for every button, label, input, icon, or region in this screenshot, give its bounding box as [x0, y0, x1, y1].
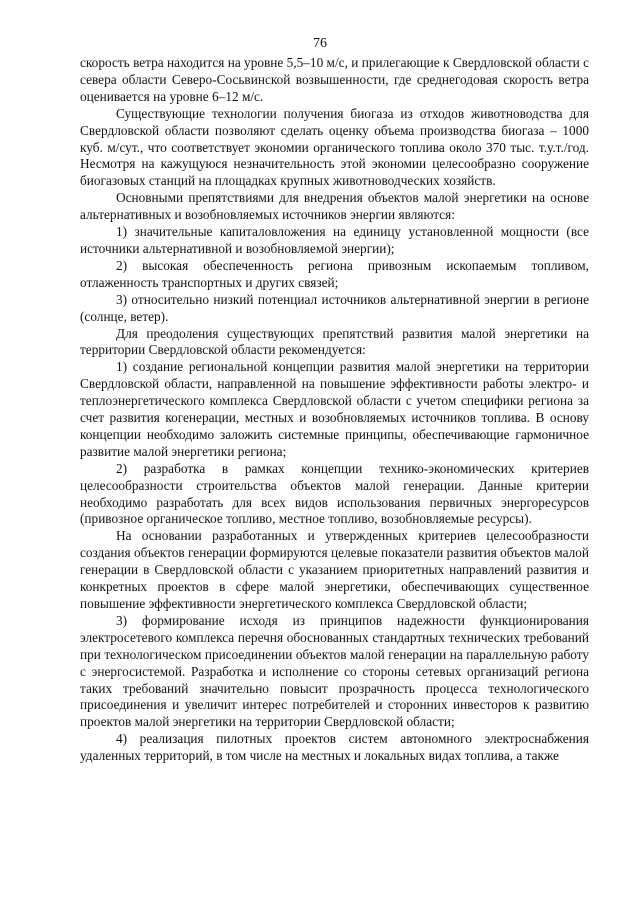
- list-item-obstacle-1: 1) значительные капиталовложения на единицу установленной мощности (все источники альтернативной и возобновляемой энергии);: [80, 224, 589, 256]
- list-item-recommendation-4: 4) реализация пилотных проектов систем автономного электроснабжения удаленных территорий, в том числе на местных и локальных видах топлива, а также: [80, 731, 589, 764]
- paragraph-recommendations-intro: Для преодоления существующих препятствий развития малой энергетики на территории Свердловской области рекомендуется:: [80, 325, 589, 358]
- document-body: [80, 55, 589, 765]
- list-item-recommendation-2: 2) разработка в рамках концепции технико-экономических критериев целесообразности строительства объектов малой генерации. Данные критерии необходимо разработать для всех видов использования первичных энергоресурсов (привозное органическое топливо, местное топливо, возобновляемые ресурсы).: [80, 460, 589, 527]
- list-item-obstacle-2: 2) высокая обеспеченность региона привозным ископаемым топливом, отлаженность транспортных и других связей;: [80, 257, 589, 290]
- paragraph-target-indicators: На основании разработанных и утвержденных критериев целесообразности создания объектов генерации формируются целевые показатели развития объектов малой генерации в Свердловской области с указанием приоритетных направлений развития и конкретных проектов в сфере малой энергетики, обеспечивающих существенное повышение эффективности энергетического комплекса Свердловской области;: [80, 528, 589, 611]
- list-item-recommendation-1: 1) создание региональной концепции развития малой энергетики на территории Свердловской области, направленной на повышение эффективности работы электро- и теплоэнергетического комплекса Свердловской области с учетом специфики региона за счет развития когенерации, местных и возобновляемых источников топлива. В основу концепции необходимо заложить системные принципы, обеспечивающие гармоничное развитие малой энергетики региона;: [80, 359, 589, 459]
- list-item-recommendation-3: 3) формирование исходя из принципов надежности функционирования электросетевого комплекса перечня обоснованных стандартных технических требований при технологическом присоединении объектов малой генерации на параллельную работу с энергосистемой. Разработка и исполнение со стороны сетевых организаций региона таких требований значительно повысит прозрачность процесса технологического присоединения и увеличит интерес потребителей и сторонних инвесторов к развитию проектов малой энергетики на территории Свердловской области;: [80, 612, 589, 730]
- list-item-obstacle-3: 3) относительно низкий потенциал источников альтернативной энергии в регионе (солнце, ветер).: [80, 291, 589, 324]
- paragraph-wind-speed-continuation: скорость ветра находится на уровне 5,5–10 м/с, и прилегающие к Свердловской области с севера области Северо-Сосьвинской возвышенности, где среднегодовая скорость ветра оценивается на уровне 6–12 м/с.: [80, 55, 589, 104]
- paragraph-obstacles-intro: Основными препятствиями для внедрения объектов малой энергетики на основе альтернативных и возобновляемых источников энергии являются:: [80, 190, 589, 223]
- page-number: 76: [313, 36, 327, 51]
- paragraph-biogas: Существующие технологии получения биогаза из отходов животноводства для Свердловской области позволяют сделать оценку объема производства биогаза – 1000 куб. м/сут., что соответствует экономии органического топлива около 370 тыс. т.у.т./год. Несмотря на кажущуюся незначительность этой экономии целесообразно сооружение биогазовых станций на площадках крупных животноводческих хозяйств.: [80, 105, 589, 189]
